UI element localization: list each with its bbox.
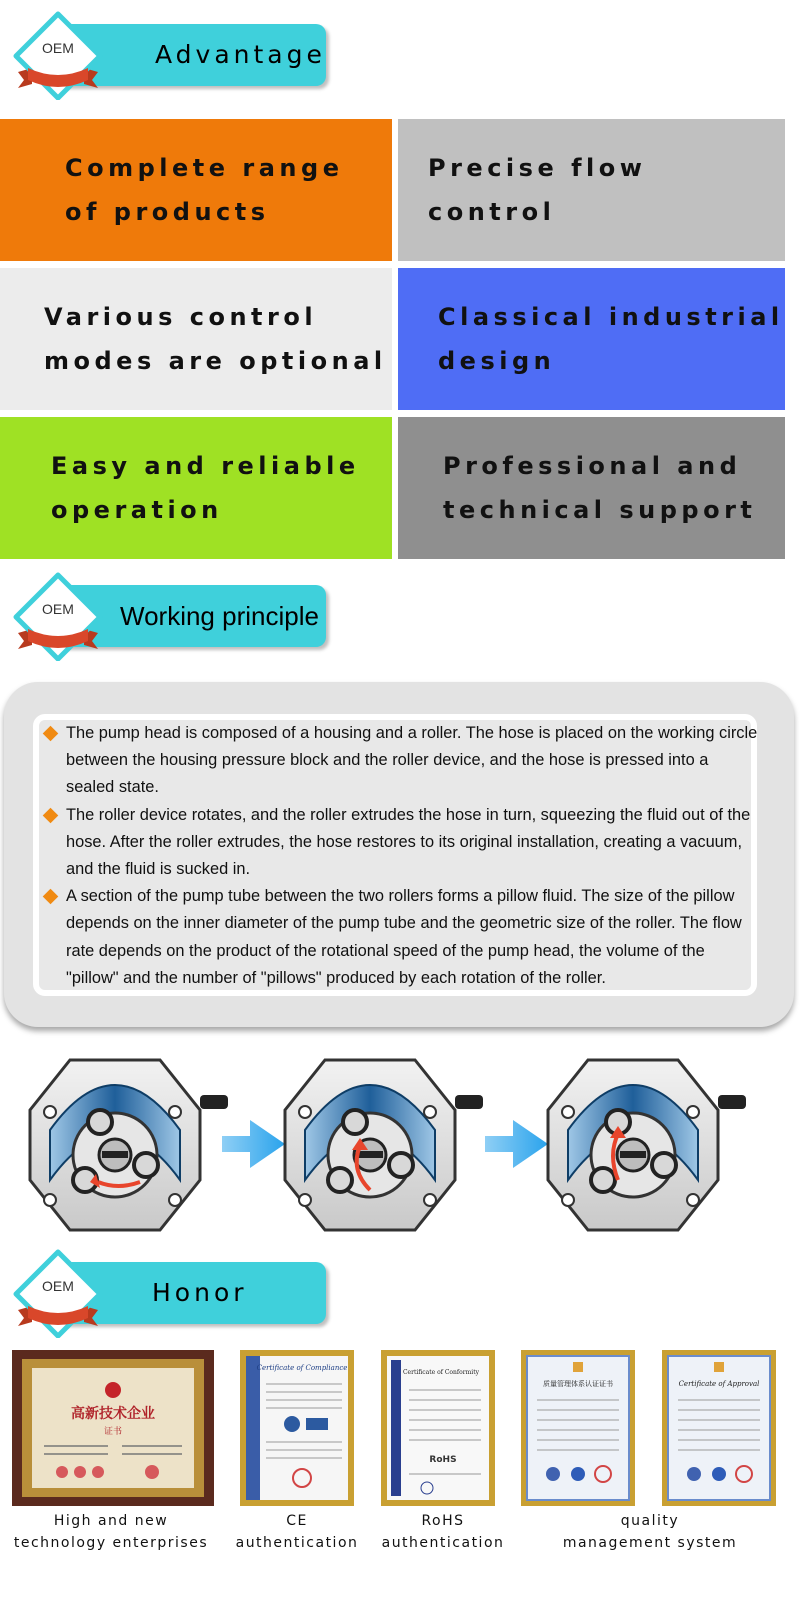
section-header-honor	[10, 1248, 330, 1338]
caption-line: CE	[286, 1513, 308, 1529]
certificate-rohs-image	[381, 1350, 495, 1506]
certificate-subtitle: RoHS	[429, 1455, 457, 1465]
certificate-caption	[6, 1510, 216, 1554]
section-header-working-principle	[10, 571, 330, 661]
advantage-line: technical support	[443, 496, 757, 524]
principle-item	[42, 802, 758, 884]
caption-line: quality	[620, 1513, 680, 1529]
advantage-line: of products	[65, 198, 270, 226]
certificate-title: Certificate of Conformity	[402, 1369, 480, 1376]
arrow-right-icon	[485, 1120, 548, 1168]
certificate-title: Certificate of Approval	[678, 1380, 760, 1388]
badge-label: OEM	[42, 40, 74, 56]
certificate-high-tech-image	[12, 1350, 214, 1506]
diamond-bullet-icon	[43, 726, 59, 742]
advantage-tile	[0, 119, 392, 261]
principle-item	[42, 883, 758, 992]
principle-text: The roller device rotates, and the roller extrudes the hose in turn, squeezing the fluid out of the hose. After the roller extrudes, the hose restores to its original installation, creating a vacuum, and the fluid is sucked in.	[66, 805, 751, 879]
advantage-tile	[398, 417, 785, 559]
caption-line: RoHS	[421, 1513, 465, 1529]
caption-line: management system	[562, 1535, 738, 1551]
certificate-title: Certificate of Compliance	[256, 1364, 348, 1372]
advantage-tile	[0, 417, 392, 559]
advantage-tile	[0, 268, 392, 410]
pump-stage-2	[285, 1060, 483, 1230]
certificate-caption	[560, 1510, 740, 1554]
advantage-line: Easy and reliable	[51, 452, 360, 480]
caption-line: authentication	[381, 1535, 505, 1551]
badge-label: OEM	[42, 601, 74, 617]
principle-text: A section of the pump tube between the two rollers forms a pillow fluid. The size of the pillow depends on the inner diameter of the pump tube and the geometric size of the roller. The flow rate depends on the product of the rotational speed of the pump head, the volume of the "pillow" and the number of "pillows" produced by each rotation of the roller.	[66, 887, 742, 987]
advantage-line: operation	[51, 496, 223, 524]
section-header-advantage	[10, 10, 330, 100]
caption-line: High and new	[53, 1513, 169, 1529]
caption-line: authentication	[235, 1535, 359, 1551]
pump-stage-1	[30, 1060, 228, 1230]
badge-label: OEM	[42, 1278, 74, 1294]
certificate-title: 高新技术企业	[71, 1406, 155, 1422]
section-title: Honor	[152, 1278, 248, 1307]
certificate-caption	[368, 1510, 518, 1554]
certificate-caption	[222, 1510, 372, 1554]
advantage-line: design	[438, 347, 556, 375]
certificate-ce-image	[240, 1350, 354, 1506]
advantage-line: Complete range	[65, 154, 344, 182]
pump-stage-3	[548, 1060, 746, 1230]
advantage-line: Precise flow control	[428, 154, 647, 226]
principle-text: The pump head is composed of a housing and a roller. The hose is placed on the working circle between the housing pressure block and the roller device, and the hose is pressed into a sealed state.	[66, 724, 758, 797]
caption-line: technology enterprises	[13, 1535, 209, 1551]
certificate-subtitle: 证书	[103, 1427, 123, 1437]
advantage-line: modes are optional	[44, 347, 387, 375]
pump-cycle-illustration	[0, 1050, 800, 1240]
certificate-approval-image	[662, 1350, 776, 1506]
section-title: Advantage	[155, 40, 326, 69]
certificate-title: 质量管理体系认证证书	[543, 1380, 613, 1388]
advantage-tile	[398, 268, 785, 410]
advantage-line: Classical industrial	[438, 303, 784, 331]
principle-list	[42, 720, 758, 992]
section-title: Working principle	[120, 601, 319, 631]
advantage-tile	[398, 119, 785, 261]
diamond-bullet-icon	[43, 889, 59, 905]
certificate-quality-image	[521, 1350, 635, 1506]
principle-item	[42, 720, 758, 802]
advantage-line: Various control	[44, 303, 318, 331]
diamond-bullet-icon	[43, 807, 59, 823]
arrow-right-icon	[222, 1120, 285, 1168]
advantage-line: Professional and	[443, 452, 742, 480]
